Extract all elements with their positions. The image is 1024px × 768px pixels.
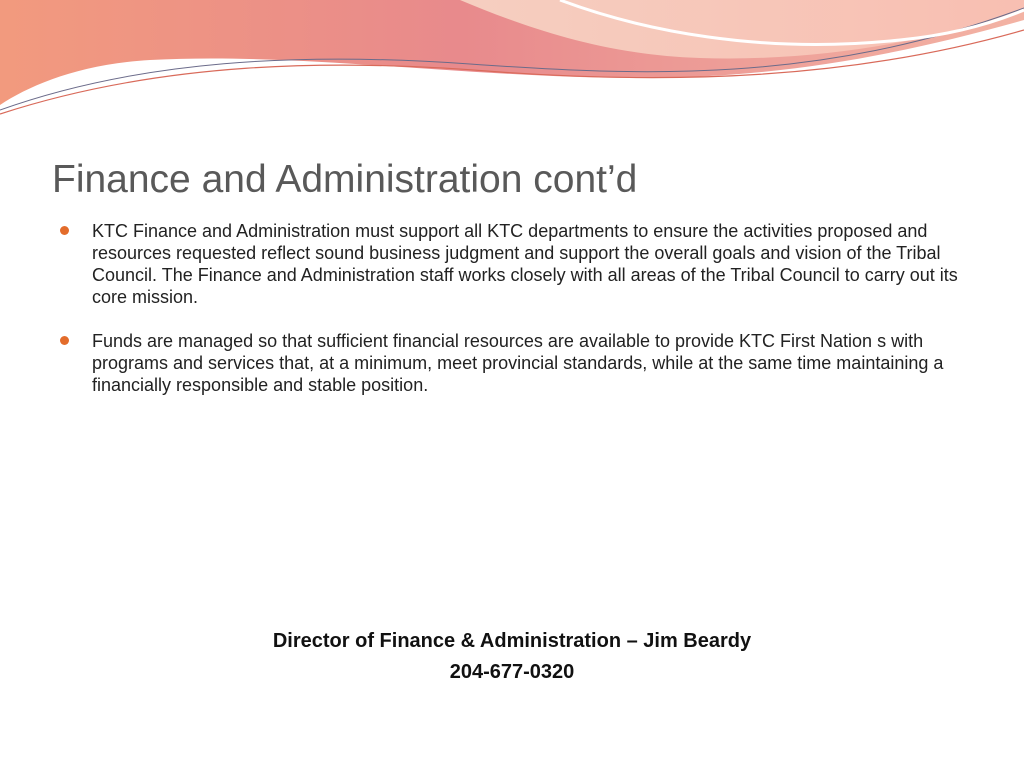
contact-name-line: Director of Finance & Administration – Jim Beardy xyxy=(272,630,752,652)
contact-footer xyxy=(0,626,1024,688)
header-wave-decoration xyxy=(0,0,1024,130)
bullet-dot-icon xyxy=(60,226,69,235)
contact-phone: 204-677-0320 xyxy=(449,661,575,683)
bullet-text: KTC Finance and Administration must support all KTC departments to ensure the activities proposed and resources requested reflect sound business judgment and support the overall goals and vision of the Tribal Council. The Finance and Administration staff works closely with all areas of the Tribal Council to carry out its core mission. xyxy=(92,221,958,307)
bullet-list xyxy=(60,220,960,418)
bullet-item xyxy=(60,220,960,308)
bullet-text: Funds are managed so that sufficient financial resources are available to provide KTC First Nation s with programs and services that, at a minimum, meet provincial standards, while at the same time maintaining a financially responsible and stable position. xyxy=(92,331,944,395)
bullet-dot-icon xyxy=(60,336,69,345)
slide-title: Finance and Administration cont’d xyxy=(52,158,638,201)
bullet-item xyxy=(60,330,960,396)
